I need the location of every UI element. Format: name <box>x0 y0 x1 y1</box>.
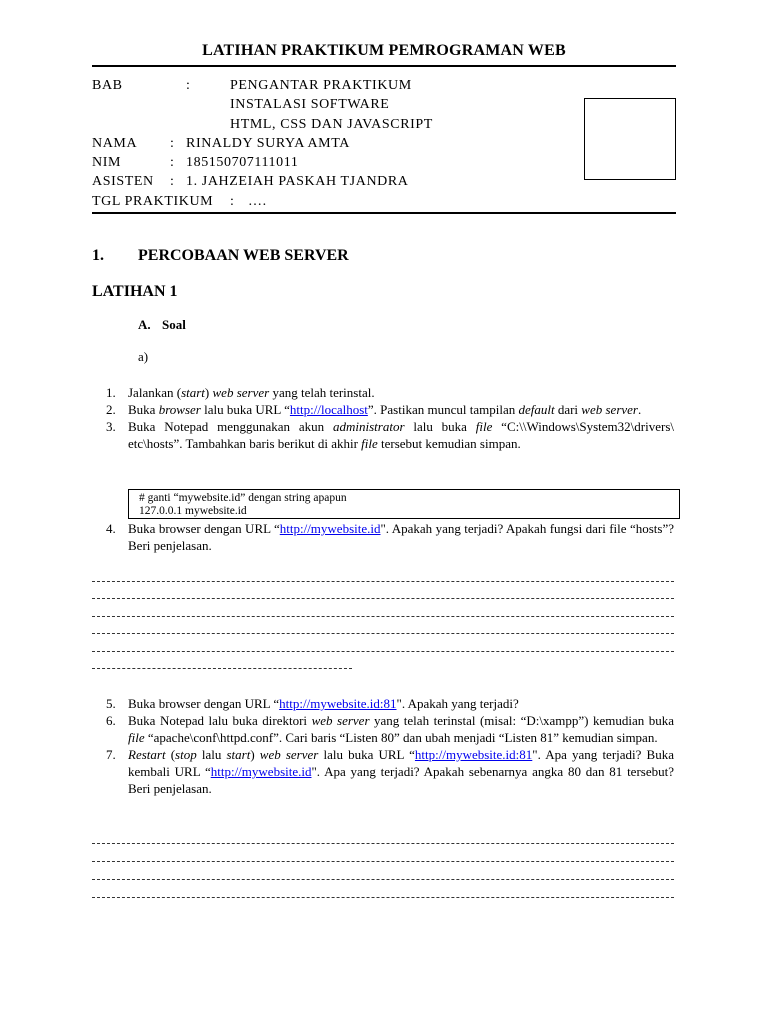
code-line-comment: # ganti “mywebsite.id” dengan string apapun <box>139 492 347 504</box>
answer-line <box>92 668 352 669</box>
tgl-praktikum-label: TGL PRAKTIKUM <box>92 194 214 209</box>
answer-line <box>92 897 674 898</box>
bab-line-3: HTML, CSS DAN JAVASCRIPT <box>230 117 433 132</box>
section-number: 1. <box>92 247 104 264</box>
hosts-code-box <box>128 489 680 519</box>
nim-value: 185150707111011 <box>186 155 299 170</box>
asisten-colon: : <box>170 174 175 189</box>
header-top-rule <box>92 65 676 67</box>
bab-line-2: INSTALASI SOFTWARE <box>230 97 390 112</box>
list-item: 2. Buka browser lalu buka URL “http://localhost”. Pastikan muncul tampilan default dari web server. <box>106 402 642 417</box>
section-title: PERCOBAAN WEB SERVER <box>138 247 349 264</box>
photo-box <box>584 98 676 180</box>
bab-label: BAB <box>92 78 123 93</box>
answer-line <box>92 843 674 844</box>
answer-line <box>92 598 674 599</box>
localhost-link[interactable]: http://localhost <box>289 402 368 417</box>
answer-line <box>92 879 674 880</box>
instruction-list-a <box>96 384 674 452</box>
answer-line <box>92 651 674 652</box>
asisten-value: 1. JAHZEIAH PASKAH TJANDRA <box>186 174 409 189</box>
tgl-praktikum-value: …. <box>248 194 267 209</box>
subsection-title: Soal <box>162 317 186 332</box>
asisten-label: ASISTEN <box>92 174 154 189</box>
code-line-entry: 127.0.0.1 mywebsite.id <box>139 505 247 517</box>
list-item: 5. Buka browser dengan URL “http://mywebsite.id:81". Apakah yang terjadi? <box>106 696 519 711</box>
header-bottom-rule <box>92 212 676 214</box>
bab-colon: : <box>186 78 191 93</box>
nama-value: RINALDY SURYA AMTA <box>186 136 350 151</box>
mywebsite-link-2[interactable]: http://mywebsite.id <box>210 764 312 779</box>
list-item: 7. Restart (stop lalu start) web server lalu buka URL “http://mywebsite.id:81". Apa yang terjadi? Buka kembali URL “http://mywebsite.id". Apa yang terjadi? Apakah sebenarnya angka 80 dan 81 tersebut? Beri penjelasan. <box>106 747 674 796</box>
list-item: 3. Buka Notepad menggunakan akun administrator lalu buka file “C:\\Windows\System32\drivers\ etc\hosts”. Tambahkan baris berikut di akhir file tersebut kemudian simpan. <box>106 419 674 451</box>
nama-label: NAMA <box>92 136 138 151</box>
part-label: a) <box>138 349 149 364</box>
nama-colon: : <box>170 136 175 151</box>
mywebsite-link[interactable]: http://mywebsite.id <box>279 521 381 536</box>
nim-colon: : <box>170 155 175 170</box>
answer-line <box>92 861 674 862</box>
mywebsite-81-link-2[interactable]: http://mywebsite.id:81 <box>414 747 533 762</box>
answer-line <box>92 616 674 617</box>
nim-label: NIM <box>92 155 122 170</box>
instruction-list-c <box>96 695 674 797</box>
subsection-letter: A. <box>138 317 151 332</box>
bab-line-1: PENGANTAR PRAKTIKUM <box>230 78 412 93</box>
answer-line <box>92 581 674 582</box>
list-item: 6. Buka Notepad lalu buka direktori web server yang telah terinstal (misal: “D:\xampp”) kemudian buka file “apache\conf\httpd.conf”. Cari baris “Listen 80” dan ubah menjadi “Listen 81” kemudian simpan. <box>106 713 674 745</box>
list-item: 4. Buka browser dengan URL “http://mywebsite.id". Apakah yang terjadi? Apakah fungsi dari file “hosts”? Beri penjelasan. <box>106 521 674 553</box>
instruction-list-b <box>96 520 674 554</box>
list-item: 1. Jalankan (start) web server yang telah terinstal. <box>106 385 375 400</box>
tgl-praktikum-colon: : <box>230 194 235 209</box>
latihan-heading: LATIHAN 1 <box>92 283 178 300</box>
document-title: LATIHAN PRAKTIKUM PEMROGRAMAN WEB <box>202 42 566 59</box>
answer-line <box>92 633 674 634</box>
mywebsite-81-link[interactable]: http://mywebsite.id:81 <box>279 696 397 711</box>
